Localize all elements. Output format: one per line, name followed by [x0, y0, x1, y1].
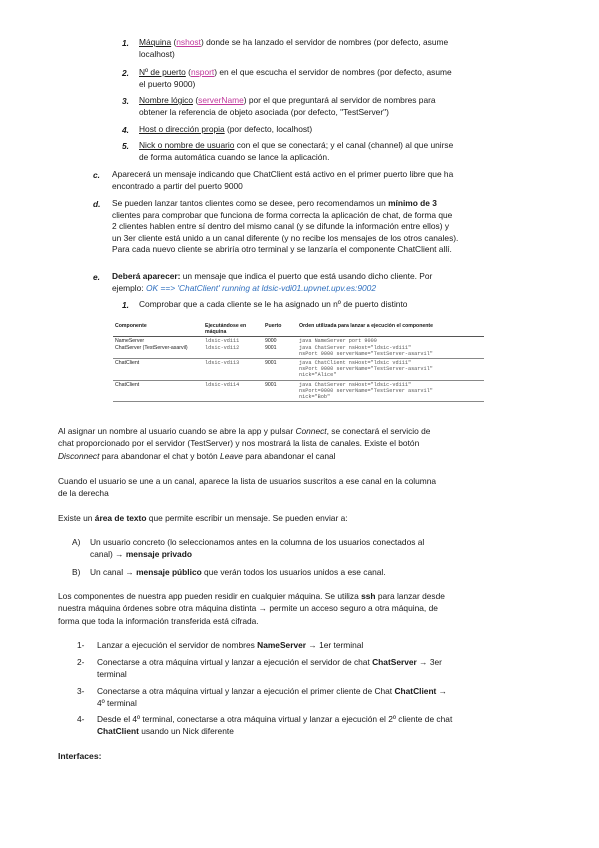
- item-text: donde se ha lanzado el servidor de nombres (por defecto, asume: [203, 37, 449, 47]
- list-item: [90, 566, 544, 578]
- column-header: Ejecutándose en máquina: [203, 322, 263, 337]
- item-text: de forma automática cuando se lance la aplicación.: [139, 151, 330, 162]
- paren: ): [214, 67, 218, 77]
- button-name: Leave: [220, 450, 243, 461]
- column-header: Componente: [113, 322, 203, 337]
- emphasis: área de texto: [94, 513, 147, 523]
- list-item: [139, 37, 543, 60]
- text: Un canal →: [90, 567, 137, 577]
- text: usando un Nick diferente: [138, 726, 234, 737]
- text: terminal: [97, 669, 127, 680]
- paren: (: [185, 67, 191, 77]
- console-output: OK ==> 'ChatClient' running at ldsic-vdi01.upvnet.upv.es:9002: [145, 282, 376, 293]
- list-item: [90, 536, 544, 561]
- param-name: nsport: [190, 67, 215, 77]
- item-term: Nombre lógico: [139, 95, 193, 105]
- text-line: clientes para comprobar que funciona de forma correcta la aplicación de chat, de forma que: [112, 209, 453, 220]
- table-row: [113, 380, 484, 402]
- list-item: [139, 67, 543, 90]
- table-cell: 9001: [263, 380, 297, 402]
- table-cell: java ChatServer nsHost="ldsic-vdi11" nsPort=9000 serverName="TestServer asarvil" nick="Bob": [297, 380, 484, 402]
- text: para abandonar el canal: [242, 450, 336, 461]
- emphasis: mensaje público: [136, 567, 202, 577]
- item-term: Nº de puerto: [139, 67, 186, 77]
- table-cell: ldsic-vdi11 ldsic-vdi12: [203, 337, 263, 359]
- step-number: 3-: [77, 686, 85, 696]
- item-text: el puerto 9000): [139, 78, 196, 89]
- item-term: Nick o nombre de usuario: [139, 140, 235, 150]
- step-item: [97, 685, 545, 710]
- table-row: [113, 337, 484, 359]
- item-label: e.: [93, 272, 100, 282]
- item-text: obtener la referencia de objeto asociada (por defecto, "TestServer"): [139, 106, 389, 117]
- emphasis: Deberá aparecer:: [112, 271, 181, 281]
- list-number: 1.: [122, 38, 129, 48]
- paragraph: [58, 425, 544, 462]
- component-name: ChatClient: [97, 726, 139, 737]
- table-cell: ChatClient: [113, 359, 203, 381]
- item-c-text: [112, 169, 544, 192]
- text: Desde el 4º terminal, conectarse a otra máquina virtual y lanzar a ejecución el 2º cliente de chat: [97, 714, 453, 724]
- text: para abandonar el chat y botón: [99, 450, 221, 461]
- list-label: A): [72, 537, 81, 547]
- paragraph: [58, 512, 544, 524]
- text-line: Para cada nuevo cliente se abriría otro terminal y se lanzaría el componente ChatClient allí.: [112, 244, 452, 255]
- list-label: B): [72, 567, 81, 577]
- text: → 1er terminal: [306, 640, 364, 650]
- paragraph: [58, 475, 544, 500]
- text: de la derecha: [58, 488, 109, 499]
- text: 4º terminal: [97, 698, 137, 709]
- text-line: un mensaje que indica el puerto que está usando dicho cliente. Por: [180, 271, 433, 281]
- emphasis: mensaje privado: [125, 549, 192, 560]
- text: →: [436, 686, 448, 696]
- table-cell: 9000 9001: [263, 337, 297, 359]
- component-name: NameServer: [257, 640, 307, 650]
- text-line: un 3er cliente está unido a un canal diferente (y no recibe los mensajes de los otros canales).: [112, 232, 459, 243]
- table-cell: ldsic-vdi13: [203, 359, 263, 381]
- list-number: 1.: [122, 300, 129, 310]
- column-header: Orden utilizada para lanzar a ejecución el componente: [297, 322, 484, 337]
- item-text: en el que escucha el servidor de nombres (por defecto, asume: [217, 67, 452, 77]
- text: chat proporcionado por el servidor (TestServer) y nos mostrará la lista de canales. Existe el botón: [58, 438, 420, 449]
- paragraph: [58, 590, 544, 627]
- paren: (: [193, 95, 199, 105]
- text: → 3er: [416, 657, 442, 667]
- item-term: Host o dirección propia: [139, 124, 225, 134]
- column-header: Puerto: [263, 322, 297, 337]
- list-number: 4.: [122, 125, 129, 135]
- table-cell: java ChatClient nsHost="ldsic vdi11" nsPort 9000 serverName="TestServer-asarvil" nick="Alice": [297, 359, 484, 381]
- component-name: ChatServer: [372, 657, 417, 667]
- step-item: [97, 713, 545, 738]
- step-number: 2-: [77, 657, 85, 667]
- text: Un usuario concreto (lo seleccionamos antes en la columna de los usuarios conectados al: [90, 537, 425, 547]
- item-text: localhost): [139, 48, 175, 59]
- table-cell: 9001: [263, 359, 297, 381]
- list-number: 2.: [122, 68, 129, 78]
- text: , se conectará el servicio de: [326, 426, 431, 436]
- table-cell: java NameServer port 9000 java ChatServer nsHost="ldsic-vdi11" nsPort 9000 serverName="TestServer-asarvil": [297, 337, 484, 359]
- step-number: 4-: [77, 714, 85, 724]
- step-number: 1-: [77, 640, 85, 650]
- step-item: [97, 639, 545, 651]
- list-item: [139, 95, 543, 118]
- text: Conectarse a otra máquina virtual y lanzar a ejecución el servidor de chat: [97, 657, 373, 667]
- paren: ): [200, 37, 204, 47]
- text: para lanzar desde: [375, 591, 445, 601]
- text: Conectarse a otra máquina virtual y lanzar a ejecución el primer cliente de Chat: [97, 686, 395, 696]
- text: canal) →: [90, 549, 126, 560]
- table-cell: NameServer ChatServer (TestServer-asarvil): [113, 337, 203, 359]
- item-d-text: [112, 198, 544, 256]
- param-name: nshost: [176, 37, 201, 47]
- table-row: [113, 359, 484, 381]
- text-line: 2 clientes hablen entre sí dentro del mismo canal (y se difunde la información entre ellos) y: [112, 221, 450, 232]
- section-heading: Interfaces:: [58, 751, 102, 761]
- text: nuestra máquina órdenes sobre otra máquina distinta → permite un acceso seguro a otra máquina, de: [58, 603, 438, 614]
- item-label: c.: [93, 170, 100, 180]
- step-item: [97, 656, 545, 681]
- list-item: [139, 124, 543, 136]
- text: forma que toda la información transferida está cifrada.: [58, 615, 259, 626]
- paren: (: [171, 37, 177, 47]
- text-line: Aparecerá un mensaje indicando que ChatClient está activo en el primer puerto libre que ha: [112, 169, 454, 179]
- button-name: Connect: [295, 426, 327, 436]
- text: que verán todos los usuarios unidos a ese canal.: [201, 567, 386, 577]
- item-e-text: [112, 271, 544, 294]
- table-header-row: [113, 322, 484, 337]
- text: Existe un: [58, 513, 95, 523]
- table-cell: ChatClient: [113, 380, 203, 402]
- item-label: d.: [93, 199, 101, 209]
- item-text: por el que preguntará al servidor de nombres para: [246, 95, 436, 105]
- text: Al asignar un nombre al usuario cuando se abre la app y pulsar: [58, 426, 296, 436]
- list-number: 3.: [122, 96, 129, 106]
- list-item: Comprobar que a cada cliente se le ha asignado un nº de puerto distinto: [139, 299, 408, 309]
- item-text: con el que se conectará; y el canal (channel) al que unirse: [234, 140, 454, 150]
- components-table: [113, 322, 484, 402]
- text: Los componentes de nuestra app pueden residir en cualquier máquina. Se utiliza: [58, 591, 362, 601]
- paren: ): [243, 95, 247, 105]
- emphasis: mínimo de 3: [388, 198, 437, 208]
- text-line: encontrado a partir del puerto 9000: [112, 180, 243, 191]
- text: Cuando el usuario se une a un canal, aparece la lista de usuarios suscritos a ese canal en la columna: [58, 476, 437, 486]
- text-line: ejemplo:: [112, 282, 146, 293]
- item-text: (por defecto, localhost): [224, 124, 313, 134]
- emphasis: ssh: [361, 591, 376, 601]
- list-item: [139, 140, 543, 163]
- item-term: Máquina: [139, 37, 172, 47]
- table-cell: ldsic-vdi14: [203, 380, 263, 402]
- param-name: serverName: [198, 95, 244, 105]
- component-name: ChatClient: [394, 686, 437, 696]
- text-line: Se pueden lanzar tantos clientes como se desee, pero recomendamos un: [112, 198, 389, 208]
- button-name: Disconnect: [58, 450, 100, 461]
- text: Lanzar a ejecución el servidor de nombres: [97, 640, 258, 650]
- list-number: 5.: [122, 141, 129, 151]
- text: que permite escribir un mensaje. Se pueden enviar a:: [146, 513, 348, 523]
